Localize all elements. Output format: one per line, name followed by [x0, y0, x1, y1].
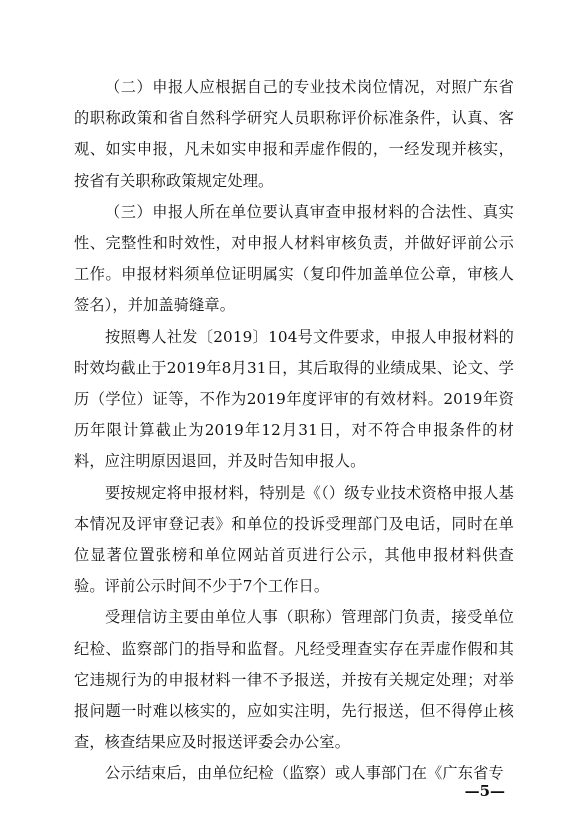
paragraph-requirement-two: （二）申报人应根据自己的专业技术岗位情况，对照广东省的职称政策和省自然科学研究人员职称评价标准条件，认真、客观、如实申报，凡未如实申报和弄虚作假的，一经发现并核实，按省有关职称政策规定处理。: [74, 78, 514, 190]
paragraph-requirement-three: （三）申报人所在单位要认真审查申报材料的合法性、真实性、完整性和时效性，对申报人材料审核负责，并做好评前公示工作。申报材料须单位证明属实（复印件加盖单位公章，审核人签名），并加盖骑缝章。: [74, 202, 514, 315]
paragraph-petition: 受理信访主要由单位人事（职称）管理部门负责，接受单位纪检、监察部门的指导和监督。凡经受理查实存在弄虚作假和其它违规行为的申报材料一律不予报送，并按有关规定处理；对举报问题一时难以核实的，应如实注明，先行报送，但不得停止核查，核查结果应及时报送评委会办公室。: [74, 608, 514, 752]
paragraph-after-publicity: 公示结束后，由单位纪检（监察）或人事部门在《广东省专: [105, 764, 504, 783]
paragraph-publicity: 要按规定将申报材料，特别是《（）级专业技术资格申报人基本情况及评审登记表》和单位的投诉受理部门及电话，同时在单位显著位置张榜和单位网站首页进行公示，其他申报材料供查验。评前公示时间不少于7个工作日。: [74, 483, 514, 596]
document-body: [74, 72, 514, 790]
page-number: —5—: [464, 782, 505, 800]
paragraph-deadline: 按照粤人社发〔2019〕104号文件要求，申报人申报材料的时效均截止于2019年8月31日，其后取得的业绩成果、论文、学历（学位）证等，不作为2019年度评审的有效材料。2019年资历年限计算截止为2019年12月31日，对不符合申报条件的材料，应注明原因退回，并及时告知申报人。: [74, 327, 514, 471]
